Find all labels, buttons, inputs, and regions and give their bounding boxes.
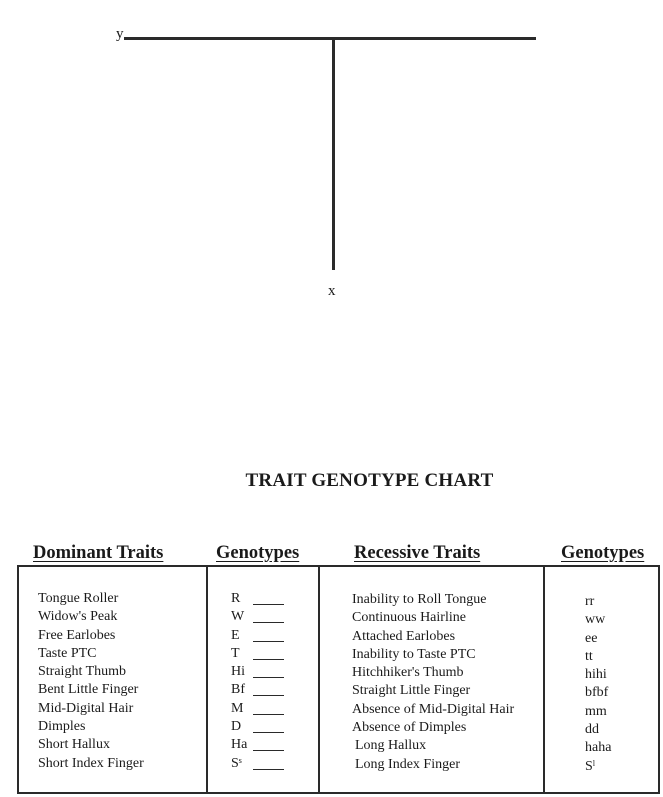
- header-dominant-genotypes: Genotypes: [216, 543, 300, 563]
- genotype-entry: [231, 663, 253, 681]
- dominant-trait: Taste PTC: [38, 645, 97, 661]
- recessive-genotype: tt: [585, 648, 593, 664]
- genotype-blank: [253, 641, 284, 642]
- recessive-trait: Attached Earlobes: [352, 628, 456, 644]
- genotype-entry: [231, 755, 253, 773]
- recessive-trait: Inability to Taste PTC: [352, 646, 476, 662]
- genotype-entry: [231, 681, 253, 699]
- dominant-trait: Short Hallux: [38, 737, 110, 753]
- genotype-entry: [231, 718, 253, 736]
- genotype-entry: [231, 645, 253, 663]
- header-dominant-traits: Dominant Traits: [33, 543, 164, 563]
- recessive-genotype: ww: [585, 612, 606, 628]
- genotype-entry: [231, 700, 253, 718]
- genotype-symbol: E: [231, 627, 240, 643]
- recessive-trait: Absence of Mid-Digital Hair: [352, 701, 515, 717]
- dominant-trait: Straight Thumb: [38, 664, 127, 680]
- recessive-trait: Inability to Roll Tongue: [352, 592, 487, 607]
- dominant-traits-column: [38, 590, 144, 773]
- recessive-trait: Hitchhiker's Thumb: [352, 665, 464, 681]
- genotype-symbol: D: [231, 719, 242, 735]
- genotype-blank: [253, 604, 284, 605]
- genotype-symbol: M: [231, 700, 244, 716]
- genotype-blank: [253, 769, 284, 770]
- dominant-trait: Free Earlobes: [38, 627, 116, 643]
- genotype-blank: [253, 714, 284, 715]
- recessive-genotype: haha: [585, 740, 612, 756]
- recessive-genotype: mm: [585, 703, 607, 719]
- recessive-trait: Long Hallux: [355, 738, 427, 754]
- recessive-trait: Long Index Finger: [355, 756, 460, 772]
- axis-y-label: y: [116, 26, 124, 42]
- dominant-trait: Mid-Digital Hair: [38, 700, 134, 716]
- genotype-symbol: W: [231, 609, 245, 625]
- dominant-trait: Bent Little Finger: [38, 682, 139, 698]
- genotype-symbol: T: [231, 645, 240, 661]
- recessive-trait: Continuous Hairline: [352, 610, 466, 626]
- recessive-genotype: rr: [585, 594, 595, 609]
- recessive-genotype: dd: [585, 722, 599, 738]
- recessive-genotype: hihi: [585, 667, 607, 683]
- recessive-trait: Absence of Dimples: [352, 720, 467, 736]
- genotype-symbol: Hi: [231, 664, 245, 680]
- dominant-genotypes-column: [231, 590, 253, 773]
- genotype-blank: [253, 677, 284, 678]
- dominant-trait: Dimples: [38, 719, 86, 735]
- genotype-blank: [253, 750, 284, 751]
- recessive-trait: Straight Little Finger: [352, 683, 471, 699]
- column-divider: [543, 565, 545, 794]
- header-recessive-traits: Recessive Traits: [354, 543, 481, 563]
- dominant-trait: Tongue Roller: [38, 591, 119, 606]
- genotype-entry: [231, 590, 253, 608]
- genotype-blank: [253, 659, 284, 660]
- recessive-genotypes-column: [585, 593, 611, 776]
- recessive-genotype: Sˡ: [585, 758, 596, 774]
- genotype-blank: [253, 622, 284, 623]
- genotype-symbol: Ha: [231, 737, 248, 753]
- genotype-symbol: R: [231, 591, 241, 606]
- genotype-entry: [231, 608, 253, 626]
- column-divider: [318, 565, 320, 794]
- recessive-genotype: ee: [585, 630, 598, 646]
- dominant-trait: Short Index Finger: [38, 755, 144, 771]
- diagram-top-line: [124, 37, 536, 40]
- genotype-symbol: Sˢ: [231, 755, 242, 771]
- genotype-entry: [231, 736, 253, 754]
- column-divider: [206, 565, 208, 794]
- dominant-trait: Widow's Peak: [38, 609, 118, 625]
- genotype-blank: [253, 732, 284, 733]
- diagram-vertical-line: [332, 37, 335, 270]
- genotype-entry: [231, 627, 253, 645]
- chart-title: TRAIT GENOTYPE CHART: [245, 470, 494, 491]
- genotype-symbol: Bf: [231, 682, 245, 698]
- genotype-blank: [253, 695, 284, 696]
- header-recessive-genotypes: Genotypes: [561, 543, 645, 563]
- recessive-genotype: bfbf: [585, 685, 609, 701]
- axis-x-label: x: [328, 283, 336, 299]
- recessive-traits-column: [352, 591, 514, 774]
